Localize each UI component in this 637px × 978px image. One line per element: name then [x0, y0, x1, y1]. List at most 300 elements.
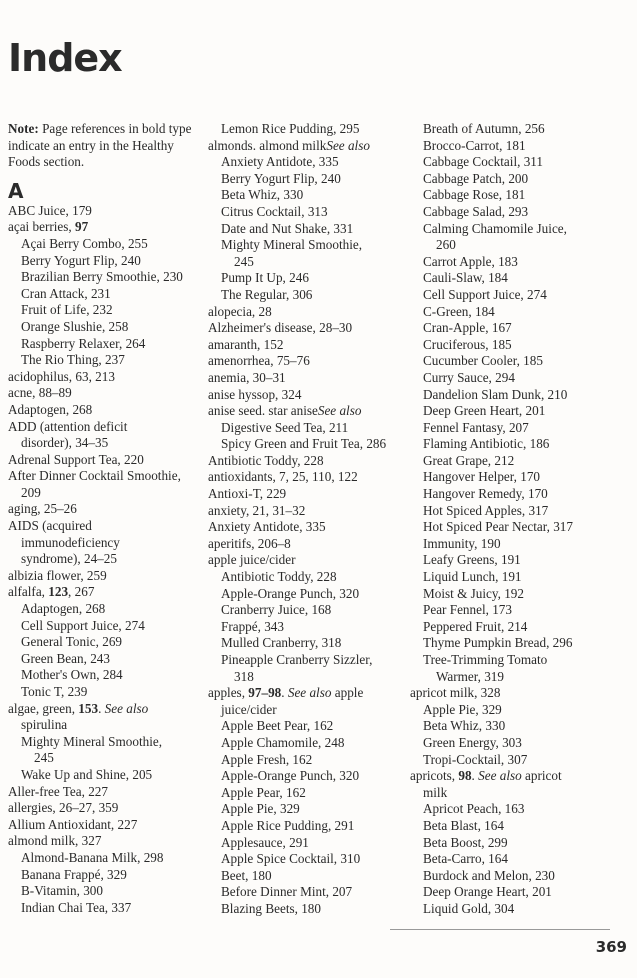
entry-text: almonds. [208, 137, 260, 153]
index-entry [208, 702, 408, 719]
entry-text: Mother's Own, 284 [21, 667, 123, 683]
entry-text: Antibiotic Toddy, 228 [208, 452, 324, 468]
index-subentry [208, 801, 408, 818]
entry-text: Cabbage Patch, 200 [423, 170, 529, 186]
index-subentry [410, 536, 632, 553]
index-subentry [208, 619, 408, 636]
entry-text: alfalfa, [8, 584, 49, 600]
entry-text: 245 [34, 750, 54, 766]
index-entry [208, 353, 408, 370]
entry-text: disorder), 34–35 [21, 435, 109, 451]
entry-text: aperitifs, 206–8 [208, 535, 291, 551]
index-entry [8, 535, 203, 552]
index-subentry [410, 752, 632, 769]
entry-text: anise seed. [208, 403, 269, 419]
index-entry [8, 435, 203, 452]
index-subentry [208, 187, 408, 204]
index-subentry [208, 586, 408, 603]
entry-text: The Rio Thing, 237 [21, 352, 125, 368]
index-subentry [410, 835, 632, 852]
index-subentry [410, 287, 632, 304]
index-subentry [208, 287, 408, 304]
index-subentry [8, 253, 203, 270]
index-subentry [410, 619, 632, 636]
index-entry [8, 452, 203, 469]
index-column-3 [410, 121, 632, 918]
index-subentry [410, 403, 632, 420]
footer-rule [390, 929, 610, 930]
index-subentry [410, 801, 632, 818]
entry-text: Cruciferous, 185 [423, 336, 512, 352]
index-subentry [208, 154, 408, 171]
entry-text: Flaming Antibiotic, 186 [423, 436, 550, 452]
index-entry [208, 685, 408, 702]
entry-text: Applesauce, 291 [221, 834, 309, 850]
entry-text: Cranberry Juice, 168 [221, 602, 332, 618]
entry-text: Before Dinner Mint, 207 [221, 884, 353, 900]
index-subentry [8, 618, 203, 635]
index-subentry [410, 436, 632, 453]
index-subentry [208, 669, 408, 686]
section-letter: A [8, 178, 24, 203]
entry-text: Cabbage Salad, 293 [423, 203, 529, 219]
entry-text-cont: apple [331, 685, 364, 701]
entry-text: almond milk, 327 [8, 833, 102, 849]
see-also: See also [478, 768, 522, 784]
entry-text: Banana Frappé, 329 [21, 866, 127, 882]
index-entry [208, 138, 408, 155]
index-entry [208, 387, 408, 404]
entry-text: alopecia, 28 [208, 303, 272, 319]
entry-text: Digestive Seed Tea, 211 [221, 419, 349, 435]
entry-text: Cell Support Juice, 274 [21, 617, 145, 633]
bold-page-ref: 123 [48, 584, 69, 600]
entry-text: Apple Spice Cocktail, 310 [221, 851, 361, 867]
entry-text: 318 [234, 668, 254, 684]
entry-text: 209 [21, 484, 41, 500]
index-entry [208, 486, 408, 503]
index-subentry [8, 236, 203, 253]
index-subentry [208, 768, 408, 785]
entry-text: Alzheimer's disease, 28–30 [208, 320, 353, 336]
index-entry [8, 385, 203, 402]
entry-text: allergies, 26–27, 359 [8, 800, 119, 816]
entry-text-cont: star anise [268, 403, 318, 419]
entry-text: Deep Orange Heart, 201 [423, 884, 552, 900]
entry-text: Fruit of Life, 232 [21, 302, 113, 318]
entry-text: The Regular, 306 [221, 286, 313, 302]
entry-text: B-Vitamin, 300 [21, 883, 103, 899]
entry-text: C-Green, 184 [423, 303, 495, 319]
index-subentry [410, 669, 632, 686]
index-subentry [410, 469, 632, 486]
index-subentry [410, 337, 632, 354]
entry-text: açai berries, [8, 219, 75, 235]
bold-page-ref: 153 [78, 700, 99, 716]
index-subentry [208, 851, 408, 868]
index-column-1 [8, 121, 203, 916]
index-subentry [410, 586, 632, 603]
entry-text-cont: . [281, 685, 288, 701]
see-also: See also [287, 685, 332, 701]
index-subentry [208, 901, 408, 918]
index-subentry [8, 651, 203, 668]
entry-text: Adaptogen, 268 [8, 401, 93, 417]
index-entry [8, 402, 203, 419]
entry-text: Cabbage Rose, 181 [423, 187, 526, 203]
index-entry [8, 800, 203, 817]
entry-text: Tonic T, 239 [21, 684, 88, 699]
index-note [8, 121, 203, 171]
entry-text: amenorrhea, 75–76 [208, 353, 310, 369]
entry-text: Anxiety Antidote, 335 [208, 519, 326, 535]
entry-text: ADD (attention deficit [8, 418, 128, 434]
index-subentry [410, 453, 632, 470]
entry-text: Cran-Apple, 167 [423, 320, 512, 336]
index-entry [208, 519, 408, 536]
index-subentry [410, 851, 632, 868]
entry-text: Hot Spiced Pear Nectar, 317 [423, 519, 573, 535]
index-entry [410, 685, 632, 702]
index-subentry [208, 237, 408, 254]
entry-text: Antibiotic Toddy, 228 [221, 569, 337, 585]
index-subentry [8, 302, 203, 319]
index-subentry [410, 652, 632, 669]
index-subentry [8, 750, 203, 767]
entry-text: Apple Chamomile, 248 [221, 734, 345, 750]
index-subentry [208, 270, 408, 287]
index-subentry [410, 237, 632, 254]
index-subentry [8, 867, 203, 884]
index-subentry [410, 387, 632, 404]
entry-text: 245 [234, 253, 254, 269]
index-entry [208, 552, 408, 569]
entry-text: Apple Pear, 162 [221, 784, 306, 800]
index-subentry [410, 171, 632, 188]
index-entry [8, 817, 203, 834]
index-entry [8, 468, 203, 485]
entry-text: apricot milk, 328 [410, 685, 501, 701]
entry-text: aging, 25–26 [8, 501, 77, 517]
entry-text: Thyme Pumpkin Bread, 296 [423, 635, 573, 651]
entry-text: Mighty Mineral Smoothie, [221, 237, 363, 253]
entry-text: Aller-free Tea, 227 [8, 783, 108, 799]
entry-text: Citrus Cocktail, 313 [221, 203, 328, 219]
entry-text: Dandelion Slam Dunk, 210 [423, 386, 568, 402]
entry-text: Brazilian Berry Smoothie, 230 [21, 269, 183, 285]
index-entry [8, 518, 203, 535]
index-subentry [8, 900, 203, 917]
index-subentry [410, 818, 632, 835]
entry-text: General Tonic, 269 [21, 634, 123, 650]
entry-text: Apple Pie, 329 [221, 801, 300, 817]
index-subentry [410, 503, 632, 520]
entry-text-cont: almond milk [259, 137, 327, 153]
index-entry [8, 551, 203, 568]
bold-page-ref: 98 [458, 768, 472, 784]
index-subentry [208, 635, 408, 652]
index-subentry [208, 420, 408, 437]
entry-text: Tree-Trimming Tomato [423, 652, 548, 667]
index-subentry [208, 436, 408, 453]
entry-text: anxiety, 21, 31–32 [208, 502, 306, 518]
index-entry [8, 485, 203, 502]
index-entry [208, 304, 408, 321]
index-entry [208, 403, 408, 420]
see-also: See also [317, 403, 362, 419]
entry-text: Cucumber Cooler, 185 [423, 353, 543, 369]
index-entry [8, 369, 203, 386]
entry-text: Curry Sauce, 294 [423, 369, 515, 385]
entry-text: Raspberry Relaxer, 264 [21, 335, 146, 351]
entry-text: Beet, 180 [221, 867, 272, 883]
entry-text: Cauli-Slaw, 184 [423, 270, 508, 286]
entry-text-cont: apricot [521, 768, 562, 784]
index-subentry [208, 818, 408, 835]
index-subentry [208, 868, 408, 885]
index-entry [208, 453, 408, 470]
index-subentry [410, 204, 632, 221]
index-entry [8, 501, 203, 518]
entry-text: immunodeficiency [21, 534, 120, 550]
index-subentry [8, 269, 203, 286]
index-entry [8, 219, 203, 236]
entry-text: Hot Spiced Apples, 317 [423, 502, 549, 518]
entry-text: antioxidants, 7, 25, 110, 122 [208, 469, 358, 485]
index-entry [208, 320, 408, 337]
index-subentry [410, 320, 632, 337]
entry-text: Burdock and Melon, 230 [423, 867, 555, 883]
entry-text: Wake Up and Shine, 205 [21, 766, 153, 782]
entry-text: Anxiety Antidote, 335 [221, 154, 339, 170]
entry-text: Breath of Autumn, 256 [423, 121, 545, 136]
index-subentry [410, 735, 632, 752]
index-entry [8, 701, 203, 718]
entry-text: Leafy Greens, 191 [423, 552, 521, 568]
index-subentry [208, 785, 408, 802]
index-entry [8, 419, 203, 436]
index-subentry [410, 304, 632, 321]
entry-text-cont: . [98, 700, 105, 716]
index-subentry [208, 569, 408, 586]
index-subentry [410, 602, 632, 619]
entry-text: Allium Antioxidant, 227 [8, 816, 138, 832]
entry-text: Liquid Gold, 304 [423, 900, 515, 916]
entry-text: apricots, [410, 768, 459, 784]
index-subentry [208, 835, 408, 852]
index-subentry [208, 735, 408, 752]
entry-text: Deep Green Heart, 201 [423, 403, 546, 419]
entry-text: Cabbage Cocktail, 311 [423, 154, 544, 170]
entry-text: Great Grape, 212 [423, 452, 515, 468]
index-entry [8, 833, 203, 850]
index-subentry [410, 884, 632, 901]
entry-text: Apple Pie, 329 [423, 701, 502, 717]
index-entry [410, 785, 632, 802]
index-subentry [410, 138, 632, 155]
entry-text: acne, 88–89 [8, 385, 72, 401]
entry-text: albizia flower, 259 [8, 567, 107, 583]
index-entry [208, 469, 408, 486]
entry-text: Lemon Rice Pudding, 295 [221, 121, 360, 136]
index-subentry [410, 121, 632, 138]
index-entry [8, 568, 203, 585]
entry-text: Açai Berry Combo, 255 [21, 235, 148, 251]
entry-text: Apricot Peach, 163 [423, 801, 525, 817]
index-entry [8, 584, 203, 601]
index-entry [410, 768, 632, 785]
entry-text: Fennel Fantasy, 207 [423, 419, 529, 435]
entry-text: Apple-Orange Punch, 320 [221, 585, 360, 601]
entry-text: Date and Nut Shake, 331 [221, 220, 354, 236]
index-subentry [8, 850, 203, 867]
index-subentry [208, 752, 408, 769]
entry-text: Moist & Juicy, 192 [423, 585, 524, 601]
index-subentry [410, 221, 632, 238]
entry-text: juice/cider [221, 701, 277, 717]
index-subentry [8, 684, 203, 701]
index-subentry [410, 187, 632, 204]
entry-text: Antioxi-T, 229 [208, 486, 287, 502]
index-subentry [410, 635, 632, 652]
entry-text-cont: . [471, 768, 479, 784]
entry-text: Mulled Cranberry, 318 [221, 635, 342, 651]
entry-text: anise hyssop, 324 [208, 386, 302, 402]
index-subentry [410, 868, 632, 885]
entry-text: Pear Fennel, 173 [423, 602, 512, 618]
entry-text: Mighty Mineral Smoothie, [21, 733, 163, 749]
index-subentry [410, 420, 632, 437]
index-subentry [410, 370, 632, 387]
index-subentry [410, 486, 632, 503]
see-also: See also [326, 137, 370, 153]
entry-text: Adrenal Support Tea, 220 [8, 451, 144, 467]
index-entry [208, 370, 408, 387]
note-label: Note: [8, 121, 39, 136]
index-subentry [208, 602, 408, 619]
entry-text: Frappé, 343 [221, 618, 284, 634]
page-number: 369 [595, 938, 627, 956]
index-subentry [410, 270, 632, 287]
index-subentry [8, 767, 203, 784]
entry-text: Berry Yogurt Flip, 240 [221, 170, 341, 186]
entry-text: Beta Boost, 299 [423, 834, 508, 850]
index-subentry [410, 569, 632, 586]
index-subentry [208, 254, 408, 271]
index-subentry [208, 718, 408, 735]
index-subentry [8, 601, 203, 618]
entry-text: amaranth, 152 [208, 336, 284, 352]
entry-text: Beta Blast, 164 [423, 817, 504, 833]
index-entry [8, 203, 203, 220]
entry-text: Cell Support Juice, 274 [423, 286, 547, 302]
entry-text: Tropi-Cocktail, 307 [423, 751, 528, 767]
see-also: See also [104, 700, 149, 716]
index-subentry [410, 519, 632, 536]
note-text: Page references in bold type indicate an entry in the Healthy Foods section. [8, 121, 192, 170]
entry-text: apple juice/cider [208, 552, 296, 568]
entry-text: Apple-Orange Punch, 320 [221, 768, 360, 784]
entry-text: Immunity, 190 [423, 535, 501, 551]
entry-text: Liquid Lunch, 191 [423, 569, 522, 585]
index-entry [8, 717, 203, 734]
entry-text: acidophilus, 63, 213 [8, 368, 115, 384]
entry-text: Brocco-Carrot, 181 [423, 137, 526, 153]
entry-text: milk [423, 784, 448, 800]
index-subentry [208, 221, 408, 238]
index-subentry [8, 319, 203, 336]
entry-text: spirulina [21, 717, 68, 733]
index-column-2 [208, 121, 408, 918]
index-subentry [410, 901, 632, 918]
bold-page-ref: 97 [75, 219, 89, 235]
entry-text: Peppered Fruit, 214 [423, 618, 528, 634]
entry-text: anemia, 30–31 [208, 369, 286, 385]
index-subentry [410, 702, 632, 719]
index-entry [8, 784, 203, 801]
index-subentry [410, 718, 632, 735]
index-subentry [208, 121, 408, 138]
entry-text: Pineapple Cranberry Sizzler, [221, 652, 373, 667]
index-subentry [8, 336, 203, 353]
entry-text: ABC Juice, 179 [8, 202, 92, 218]
index-subentry [8, 734, 203, 751]
entry-text: Berry Yogurt Flip, 240 [21, 252, 141, 268]
entry-text: Indian Chai Tea, 337 [21, 899, 132, 915]
index-subentry [8, 634, 203, 651]
index-subentry [8, 667, 203, 684]
index-subentry [208, 204, 408, 221]
entry-text: syndrome), 24–25 [21, 551, 117, 567]
entry-text: Adaptogen, 268 [21, 601, 106, 617]
entry-text: Calming Chamomile Juice, [423, 220, 567, 236]
index-subentry [208, 884, 408, 901]
index-subentry [208, 652, 408, 669]
index-subentry [8, 286, 203, 303]
entry-text: apples, [208, 685, 249, 701]
entry-text: Hangover Helper, 170 [423, 469, 541, 485]
entry-text: Beta Whiz, 330 [221, 187, 304, 203]
entry-text: Apple Rice Pudding, 291 [221, 817, 355, 833]
entry-text: Beta-Carro, 164 [423, 851, 508, 867]
entry-text: Apple Fresh, 162 [221, 751, 313, 767]
index-subentry [208, 171, 408, 188]
index-subentry [410, 254, 632, 271]
entry-text-cont: , 267 [68, 584, 95, 600]
index-subentry [410, 353, 632, 370]
index-subentry [8, 352, 203, 369]
entry-text: 260 [436, 237, 456, 253]
entry-text: Cran Attack, 231 [21, 285, 111, 301]
index-entry [208, 337, 408, 354]
entry-text: Green Bean, 243 [21, 650, 110, 666]
entry-text: Green Energy, 303 [423, 734, 522, 750]
entry-text: AIDS (acquired [8, 518, 92, 534]
page-title: Index [8, 36, 122, 80]
entry-text: After Dinner Cocktail Smoothie, [8, 468, 181, 484]
entry-text: Carrot Apple, 183 [423, 253, 518, 269]
entry-text: Warmer, 319 [436, 668, 504, 684]
entry-text: algae, green, [8, 700, 79, 716]
entry-text: Pump It Up, 246 [221, 270, 309, 286]
index-entry [208, 536, 408, 553]
entry-text: Apple Beet Pear, 162 [221, 718, 334, 734]
entry-text: Beta Whiz, 330 [423, 718, 506, 734]
entry-text: Orange Slushie, 258 [21, 318, 129, 334]
index-entry [208, 503, 408, 520]
entry-text: Blazing Beets, 180 [221, 900, 321, 916]
index-subentry [410, 552, 632, 569]
